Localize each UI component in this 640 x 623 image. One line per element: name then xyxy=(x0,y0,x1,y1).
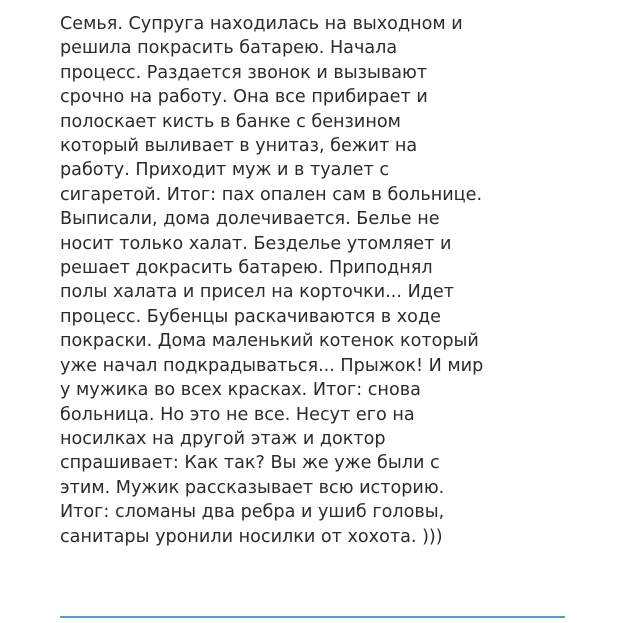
text-line: уже начал подкрадываться... Прыжок! И мир xyxy=(60,355,484,376)
post-body xyxy=(60,12,620,549)
bottom-divider xyxy=(60,616,565,618)
text-line: носит только халат. Безделье утомляет и xyxy=(60,233,452,254)
text-line: процесс. Раздается звонок и вызывают xyxy=(60,62,428,83)
post-text xyxy=(60,12,620,549)
text-line: срочно на работу. Она все прибирает и xyxy=(60,87,428,108)
text-line: сигаретой. Итог: пах опален сам в больнице. xyxy=(60,184,483,205)
text-line: носилках на другой этаж и доктор xyxy=(60,428,386,449)
text-line: полоскает кисть в банке с бензином xyxy=(60,111,401,132)
text-line: покраски. Дома маленький котенок который xyxy=(60,331,479,352)
text-line: этим. Мужик рассказывает всю историю. xyxy=(60,477,445,498)
text-line: больница. Но это не все. Несут его на xyxy=(60,404,415,425)
text-line: процесс. Бубенцы раскачиваются в ходе xyxy=(60,306,441,327)
text-line: решает докрасить батарею. Приподнял xyxy=(60,258,433,279)
text-line: у мужика во всех красках. Итог: снова xyxy=(60,380,421,401)
text-line: спрашивает: Как так? Вы же уже были с xyxy=(60,453,440,474)
text-line: который выливает в унитаз, бежит на xyxy=(60,136,418,157)
text-line: Семья. Супруга находилась на выходном и xyxy=(60,14,463,34)
text-line: Итог: сломаны два ребра и ушиб головы, xyxy=(60,502,445,523)
text-line: полы халата и присел на корточки... Идет xyxy=(60,282,454,303)
text-line: работу. Приходит муж и в туалет с xyxy=(60,160,389,181)
text-line: решила покрасить батарею. Начала xyxy=(60,38,398,59)
text-line: Выписали, дома долечивается. Белье не xyxy=(60,209,440,230)
text-line: санитары уронили носилки от хохота. ))) xyxy=(60,526,443,547)
